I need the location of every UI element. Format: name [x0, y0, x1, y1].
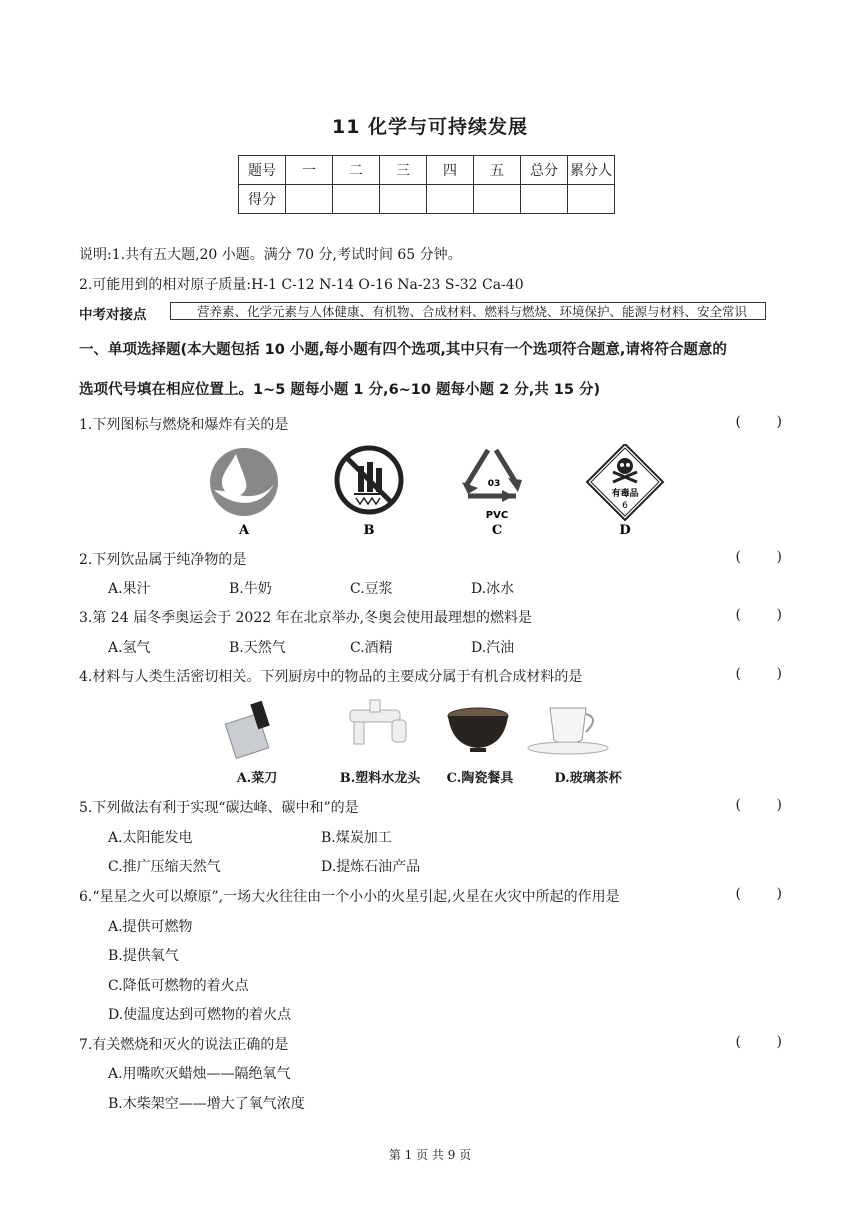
key-points-label: 中考对接点: [79, 307, 147, 323]
q3-option-b: B.天然气: [229, 640, 286, 656]
answer-blank[interactable]: ( ): [735, 549, 782, 565]
glass-teacup-icon: [528, 708, 608, 754]
score-input-cell[interactable]: [427, 185, 474, 214]
answer-blank[interactable]: ( ): [735, 414, 782, 430]
kitchen-knife-icon: [225, 701, 269, 759]
score-input-cell[interactable]: [286, 185, 333, 214]
icon-label-d: D: [619, 523, 631, 538]
question-7-stem: 7.有关燃烧和灭火的说法正确的是: [79, 1037, 289, 1053]
question-4-stem: 4.材料与人类生活密切相关。下列厨房中的物品的主要成分属于有机合成材料的是: [79, 669, 583, 685]
note-line-2: 2.可能用到的相对原子质量:H-1 C-12 N-14 O-16 Na-23 S-32 Ca-40: [79, 277, 524, 293]
score-input-cell[interactable]: [521, 185, 568, 214]
answer-blank[interactable]: ( ): [735, 1034, 782, 1050]
score-input-cell[interactable]: [568, 185, 615, 214]
ceramic-bowl-icon: [448, 708, 508, 752]
q7-option-b: B.木柴架空——增大了氧气浓度: [108, 1096, 305, 1112]
score-cell: 五: [474, 156, 521, 185]
q6-option-d: D.使温度达到可燃物的着火点: [108, 1007, 292, 1023]
water-drop-icon: [210, 448, 278, 516]
toxic-class-number: 6: [622, 501, 628, 511]
score-cell: 一: [286, 156, 333, 185]
recycle-code-text: PVC: [485, 510, 509, 521]
score-cell: 得分: [239, 185, 286, 214]
q5-option-d: D.提炼石油产品: [321, 859, 421, 875]
q6-option-b: B.提供氧气: [108, 948, 179, 964]
score-input-cell[interactable]: [380, 185, 427, 214]
score-input-cell[interactable]: [474, 185, 521, 214]
recycle-code-number: 03: [487, 479, 501, 489]
q6-option-c: C.降低可燃物的着火点: [108, 978, 249, 994]
q2-option-a: A.果汁: [108, 581, 151, 597]
score-table-header-row: [239, 156, 615, 185]
section-heading-line-2: 选项代号填在相应位置上。1~5 题每小题 1 分,6~10 题每小题 2 分,共 15 分): [79, 382, 601, 398]
q4-caption-d: D.玻璃茶杯: [554, 771, 622, 786]
page-title: 11 化学与可持续发展: [331, 116, 529, 138]
question-6-stem: 6.“星星之火可以燎原”,一场大火往往由一个小小的火星引起,火星在火灾中所起的作用是: [79, 889, 620, 905]
score-input-cell[interactable]: [333, 185, 380, 214]
question-1-stem: 1.下列图标与燃烧和爆炸有关的是: [79, 417, 289, 433]
score-cell: 三: [380, 156, 427, 185]
q5-option-b: B.煤炭加工: [321, 830, 392, 846]
key-points-box: 营养素、化学元素与人体健康、有机物、合成材料、燃料与燃烧、环境保护、能源与材料、安全常识: [170, 302, 766, 320]
question-2-stem: 2.下列饮品属于纯净物的是: [79, 552, 247, 568]
icon-label-a: A: [238, 523, 250, 538]
score-cell: 题号: [239, 156, 286, 185]
q4-caption-c: C.陶瓷餐具: [446, 771, 514, 786]
question-3-stem: 3.第 24 届冬季奥运会于 2022 年在北京举办,冬奥会使用最理想的燃料是: [79, 610, 533, 626]
answer-blank[interactable]: ( ): [735, 607, 782, 623]
q5-option-c: C.推广压缩天然气: [108, 859, 221, 875]
score-cell: 累分人: [568, 156, 615, 185]
page-footer: 第 1 页 共 9 页: [388, 1148, 472, 1162]
q1-icons: [206, 444, 676, 540]
q4-caption-b: B.塑料水龙头: [339, 771, 421, 786]
section-heading-line-1: 一、单项选择题(本大题包括 10 小题,每小题有四个选项,其中只有一个选项符合题意,请将符合题意的: [79, 342, 727, 358]
q4-caption-a: A.菜刀: [236, 771, 278, 786]
icon-label-c: C: [491, 523, 503, 538]
q3-option-c: C.酒精: [350, 640, 393, 656]
note-line-1: 说明:1.共有五大题,20 小题。满分 70 分,考试时间 65 分钟。: [79, 247, 462, 263]
score-cell: 总分: [521, 156, 568, 185]
q4-images: [220, 698, 640, 760]
answer-blank[interactable]: ( ): [735, 886, 782, 902]
score-cell: 二: [333, 156, 380, 185]
q2-option-c: C.豆浆: [350, 581, 393, 597]
q3-option-d: D.汽油: [471, 640, 515, 656]
score-table-score-row: [239, 185, 615, 214]
answer-blank[interactable]: ( ): [735, 666, 782, 682]
plastic-faucet-icon: [350, 700, 406, 744]
icon-label-b: B: [363, 523, 375, 538]
answer-blank[interactable]: ( ): [735, 797, 782, 813]
q7-option-a: A.用嘴吹灭蜡烛——隔绝氧气: [108, 1066, 291, 1082]
score-cell: 四: [427, 156, 474, 185]
recycle-icon: [462, 450, 522, 502]
q6-option-a: A.提供可燃物: [108, 919, 193, 935]
q2-option-b: B.牛奶: [229, 581, 272, 597]
question-5-stem: 5.下列做法有利于实现“碳达峰、碳中和”的是: [79, 800, 359, 816]
no-fireworks-icon: [337, 448, 401, 512]
toxic-label-text: 有毒品: [611, 489, 639, 499]
q5-option-a: A.太阳能发电: [108, 830, 193, 846]
q2-option-d: D.冰水: [471, 581, 515, 597]
score-table: [238, 155, 615, 214]
q3-option-a: A.氢气: [108, 640, 151, 656]
